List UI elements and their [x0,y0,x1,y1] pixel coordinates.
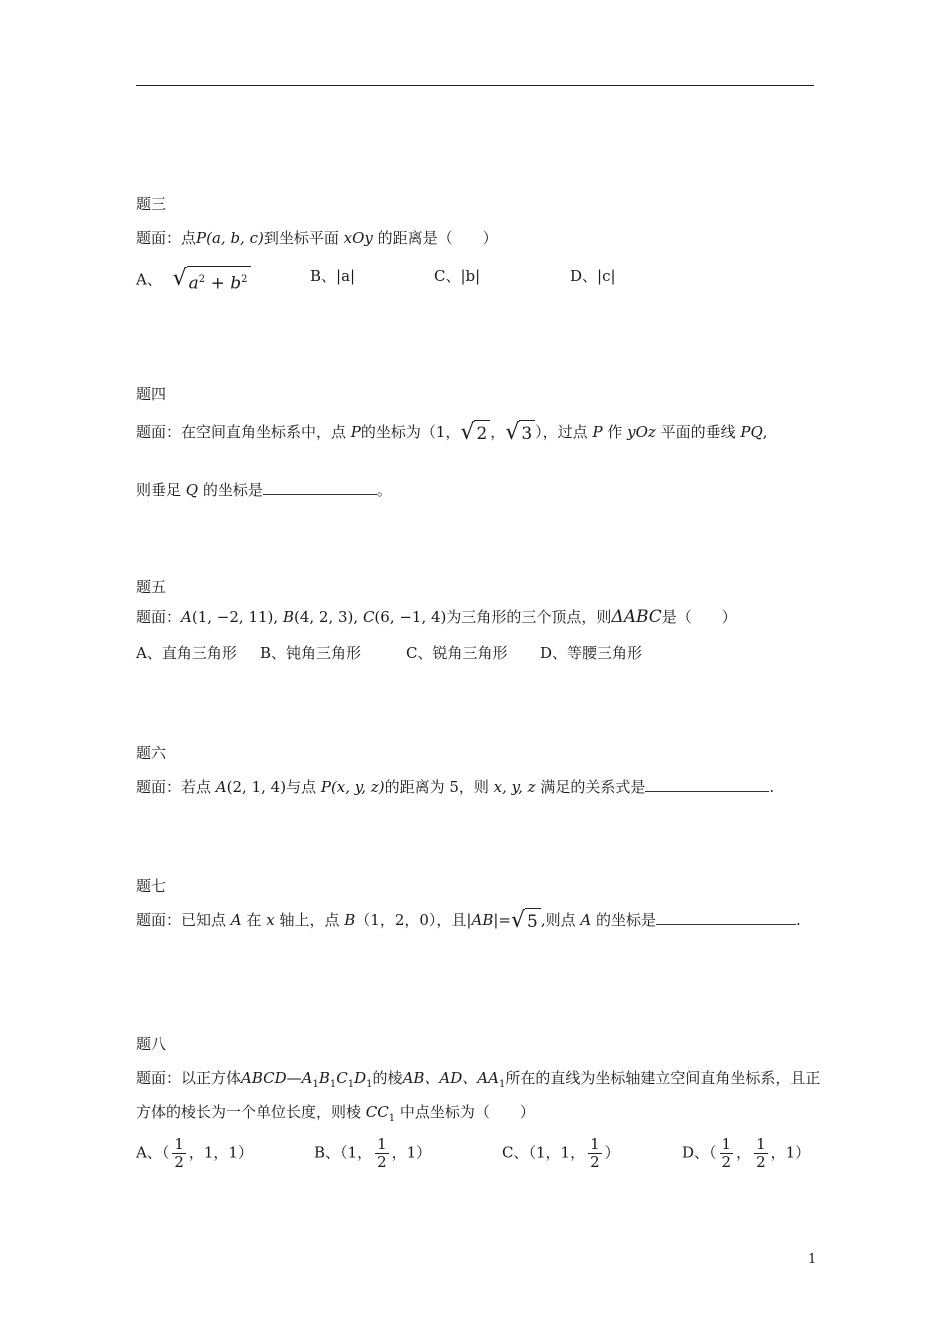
question-8-stem-line-1: 题面：以正方体$ABCD—A_1B_1C_1D_1$的棱AB、AD、$AA_1$所在的直线为坐标轴建立空间直角坐标系，且正 [136,1069,821,1090]
answer-blank [645,777,769,792]
sqrt-expression: √ $a^2 + b^2$ [173,266,251,295]
question-4-stem-line-2: 则垂足 Q 的坐标是 。 [136,481,392,499]
question-3-title: 题三 [136,195,167,213]
question-8-option-d: D、（ $\frac{1}{2}$ ， $\frac{1}{2}$ ，1） [682,1135,811,1171]
question-4-title: 题四 [136,385,167,403]
answer-blank [263,480,377,495]
fraction: $\frac{1}{2}$ [721,1135,732,1171]
question-3-option-b: B、|a| [310,267,356,285]
fraction: $\frac{1}{2}$ [174,1135,184,1171]
question-3-option-c: C、|b| [434,267,481,285]
question-8-option-b: B、（1， $\frac{1}{2}$ ，1） [314,1135,432,1171]
fraction: $\frac{1}{2}$ [756,1135,766,1171]
question-5-option-d: D、等腰三角形 [540,644,643,662]
question-3-option-d: D、|c| [570,267,616,285]
question-6-stem: 题面：若点 A(2, 1, 4)与点 P(x, y, z)的距离为 5，则 x, y, z 满足的关系式是 . [136,778,775,796]
question-8-option-a: A、（ $\frac{1}{2}$ ，1，1） [136,1135,253,1171]
question-8-title: 题八 [136,1035,167,1053]
question-5-option-c: C、锐角三角形 [406,644,508,662]
question-5-option-b: B、钝角三角形 [260,644,362,662]
header-rule [136,85,814,86]
question-3-stem: 题面：点P(a, b, c)到坐标平面 xOy 的距离是（ ） [136,229,498,247]
question-8-stem-line-2: 方体的棱长为一个单位长度，则棱 $CC_1$ 中点坐标为（ ） [136,1103,535,1124]
fraction: $\frac{1}{2}$ [590,1135,600,1171]
question-3-option-a: A、 √ $a^2 + b^2$ [136,266,251,295]
question-7-title: 题七 [136,877,167,895]
question-5-stem: 题面：A(1, −2, 11), B(4, 2, 3), C(6, −1, 4)为三角形的三个顶点，则ΔABC是（ ） [136,607,737,627]
page-number: 1 [808,1252,817,1267]
question-6-title: 题六 [136,744,167,762]
question-4-stem-line-1: 题面：在空间直角坐标系中，点 P的坐标为（1， √ 2 ， √ 3 ），过点 P 作 yOz 平面的垂线 PQ, [136,420,768,445]
fraction: $\frac{1}{2}$ [377,1135,387,1171]
question-5-option-a: A、直角三角形 [136,644,237,662]
question-5-title: 题五 [136,578,167,596]
question-8-option-c: C、（1，1， $\frac{1}{2}$ ） [502,1135,620,1171]
question-7-stem: 题面：已知点 A 在 x 轴上，点 B（1，2，0），且|AB|= √ 5 ,则点 A 的坐标是 . [136,908,801,933]
answer-blank [656,910,796,925]
